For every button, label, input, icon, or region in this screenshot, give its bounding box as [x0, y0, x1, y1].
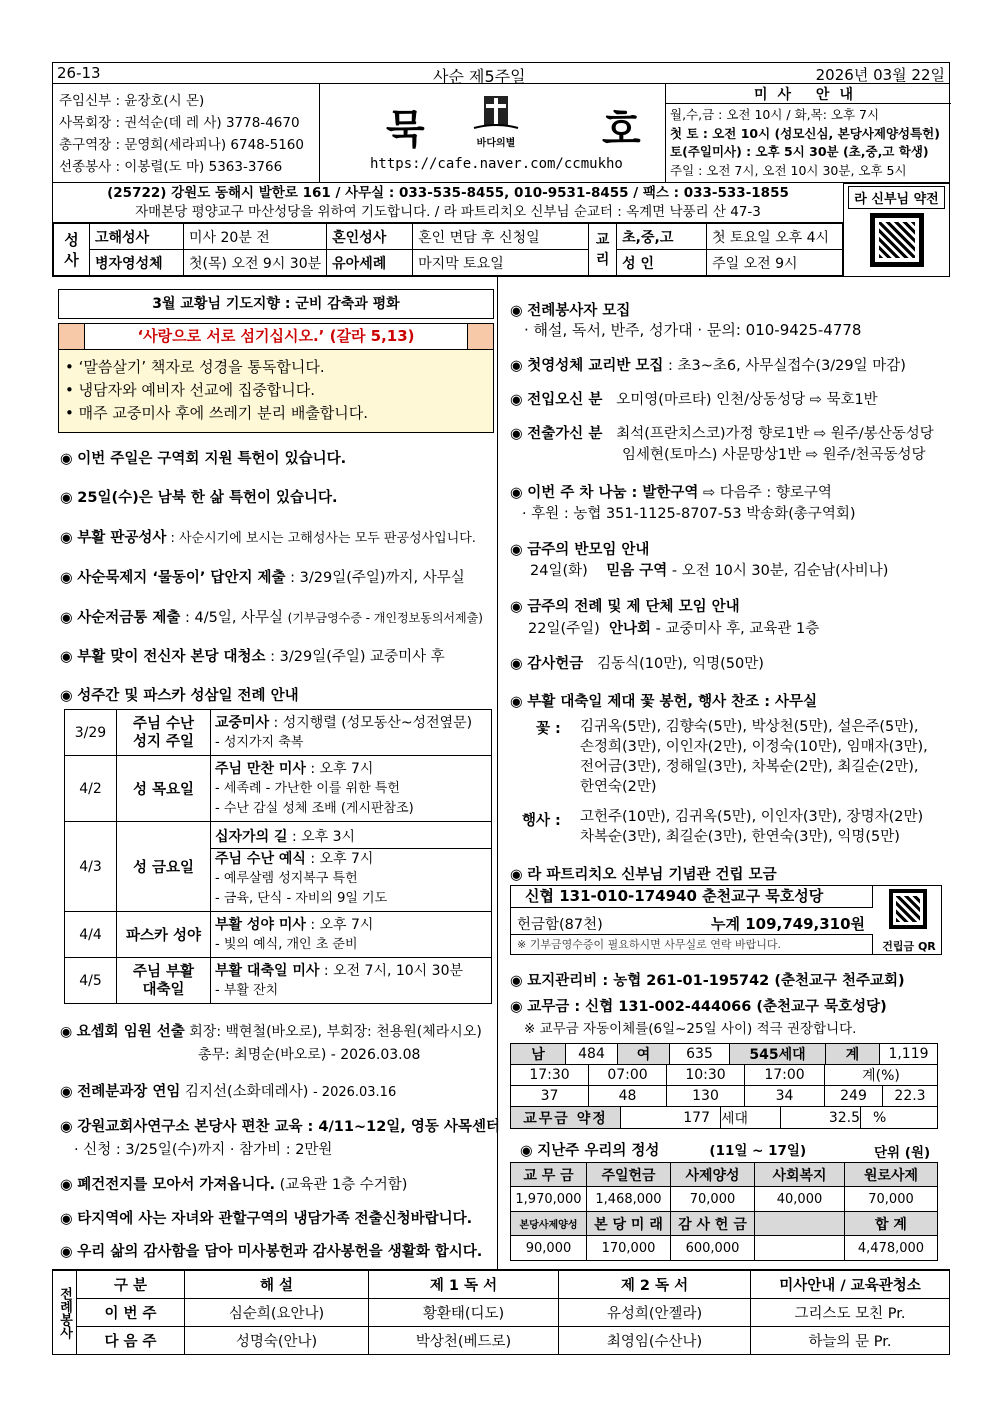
footer-cell: 유성희(안젤라): [559, 1299, 751, 1327]
sacrament-name: 고해성사: [90, 224, 184, 250]
issue-number: 26-13: [57, 64, 101, 82]
text-span: 249: [825, 1086, 883, 1107]
text-span: 사회복지: [755, 1163, 845, 1187]
fund-box: 헌금함(87천): [517, 917, 603, 933]
notice-item-cont: [198, 1044, 420, 1064]
sacrament-time: 미사 20분 전: [184, 224, 327, 250]
text-span: 차복순(3만), 최길순(3만), 한연숙(3만), 익명(5만): [580, 829, 900, 845]
events-list: [580, 807, 923, 847]
text-span: : 오후 7시: [305, 850, 374, 867]
sacrament-time: 마지막 토요일: [413, 250, 589, 276]
text-span: 17:00: [745, 1065, 825, 1086]
text-span: 묘지관리비 : 농협 261-01-195742 (춘천교구 천주교회): [527, 973, 905, 989]
offering-unit: 단위 (원): [874, 1145, 931, 1161]
holy-date: 4/4: [65, 912, 117, 958]
sister-parish-line: 자매본당 평양교구 마산성당을 위하여 기도합니다. / 라 파트리치오 신부님 순교터 : 옥계면 낙풍리 산 47-3: [135, 204, 761, 220]
text-span: 김귀옥(5만), 김향숙(5만), 박상천(5만), 설은주(5만),: [580, 719, 919, 735]
text-span: 24일(화): [530, 563, 588, 579]
text-span: 90,000: [511, 1236, 587, 1261]
pledge-stats: [510, 1106, 938, 1129]
qr-label: 라 신부님 약전: [848, 186, 945, 209]
text-span: 177: [621, 1107, 721, 1129]
catechism-group: 성 인: [617, 250, 707, 276]
footer-head: 구 분: [77, 1271, 185, 1299]
sacrament-name: 병자영성체: [90, 250, 184, 276]
text-span: 세대: [721, 1107, 781, 1129]
text-span: 김동식(10만), 익명(50만): [597, 656, 764, 672]
fund-note: ※ 기부금영수증이 필요하시면 사무실로 연락 바랍니다.: [511, 934, 873, 955]
right-column: [498, 277, 950, 1269]
text-span: 라 파트리치오 신부님 기념관 건립 모금: [527, 867, 777, 883]
fund-qr-label: 건립금 QR: [882, 940, 936, 953]
holy-day: 파스카 성야: [117, 912, 211, 958]
sacrament-side-label: 성사: [54, 224, 90, 276]
bulletin-date: 2026년 03월 22일: [815, 66, 945, 84]
footer-cell: 박상천(베드로): [369, 1327, 559, 1355]
text-span: 금주의 반모임 안내: [527, 542, 650, 558]
text-span: [755, 1236, 845, 1261]
text-span: 성주간 및 파스카 성삼일 전례 안내: [77, 688, 299, 704]
footer-week: 다 음 주: [77, 1327, 185, 1355]
mass-line: 토(주일미사) : 오후 5시 30분 (초,중,고 학생): [670, 144, 929, 159]
text-span: · 신청 : 3/25일(수)까지 · 참가비 : 2만원: [74, 1142, 333, 1158]
text-span: 원로사제: [845, 1163, 938, 1187]
qr-block: [844, 183, 950, 277]
prayer-intention: 3월 교황님 기도지향 : 군비 감축과 평화: [58, 289, 494, 319]
mass-info-title: 미사 안내: [666, 84, 951, 104]
text-span: 22.3: [883, 1086, 938, 1107]
text-span: 임세현(토마스) 사문망상1반 ⇨ 원주/천곡동성당: [622, 447, 926, 463]
fund-qr-icon[interactable]: [889, 889, 927, 929]
memorial-fund-box: [510, 885, 942, 955]
left-column: [52, 277, 498, 1269]
address-line: (25722) 강원도 동해시 발한로 161 / 사무실 : 033-535-8455, 010-9531-8455 / 팩스 : 033-533-1855: [107, 185, 789, 201]
notice-item: ◉ 묘지관리비 : 농협 261-01-195742 (춘천교구 천주교회): [510, 973, 905, 989]
footer-head: 제 1 독 서: [369, 1271, 559, 1299]
text-span: 70,000: [845, 1187, 938, 1212]
text-span: · 해설, 독서, 반주, 성가대 · 문의: 010-9425-4778: [524, 321, 862, 339]
text-span: 70,000: [671, 1187, 755, 1212]
text-span: 25일(수)은 남북 한 삶 특헌이 있습니다.: [77, 490, 338, 506]
text-span: 635: [670, 1044, 730, 1065]
motto-box: [58, 323, 494, 433]
text-span: 주일헌금: [587, 1163, 671, 1187]
text-span: 교무금 : 신협 131-002-444066 (춘천교구 묵호성당): [527, 999, 887, 1015]
notice-item: ◉ 전출가신 분 최석(프란치스코)가정 향로1반 ⇨ 원주/봉산동성당: [510, 426, 934, 442]
footer-cell: 황환태(디도): [369, 1299, 559, 1327]
offering-table: [510, 1162, 938, 1261]
offering-title: ◉ 지난주 우리의 정성 (11일 ~ 17일): [520, 1143, 807, 1159]
text-span: : 오후 7시: [305, 760, 374, 777]
text-span: 170,000: [587, 1236, 671, 1261]
text-span: 김지선(소화데레사): [180, 1084, 313, 1100]
holy-day: 주님 부활 대축일: [117, 958, 211, 1004]
text-span: 600,000: [671, 1236, 755, 1261]
holy-date: 4/3: [65, 822, 117, 912]
holy-date: 4/5: [65, 958, 117, 1004]
text-span: : 오전 7시, 10시 30분: [319, 962, 463, 979]
notice-item: ◉ 금주의 반모임 안내: [510, 542, 650, 558]
footer-head: 미사안내 / 교육관청소: [751, 1271, 950, 1299]
holy-day: 성 목요일: [117, 756, 211, 822]
text-span: - 2026.03.16: [312, 1085, 397, 1100]
text-span: - 금육, 단식 - 자비의 9일 기도: [215, 890, 388, 906]
holy-day: 주님 수난 성지 주일: [117, 710, 211, 756]
text-span: : 오후 3시: [287, 828, 356, 845]
logo-text: 바다의별: [476, 138, 516, 149]
text-span: 부활 판공성사: [77, 530, 167, 546]
text-span: 주님 수난 예식: [215, 850, 306, 867]
text-span: 교중미사: [215, 714, 270, 731]
sacrament-time: 첫(목) 오전 9시 30분: [184, 250, 327, 276]
notice-item: ◉ 부활 판공성사 : 사순시기에 보시는 고해성사는 모두 판공성사입니다.: [60, 530, 476, 546]
mass-line: 월,수,금 : 오전 10시 / 화,목: 오후 7시: [670, 107, 880, 122]
text-span: 폐건전지를 모아서 가져옵니다.: [77, 1177, 275, 1193]
staff-line: 총구역장 : 문영희(세라피나) 6748-5160: [59, 137, 304, 153]
notice-item: ◉ 25일(수)은 남북 한 삶 특헌이 있습니다.: [60, 490, 338, 506]
bullet-item: • 매주 교중미사 후에 쓰레기 분리 배출합니다.: [65, 404, 369, 422]
parishioner-stats: [510, 1043, 938, 1065]
text-span: 사순묵제지 ‘물동이’ 답안지 제출: [77, 570, 286, 586]
notice-item: ◉ 교무금 : 신협 131-002-444066 (춘천교구 묵호성당): [510, 999, 887, 1015]
text-span: : 오후 7시: [305, 916, 374, 933]
text-span: 전입오신 분: [527, 392, 603, 408]
fund-total: 누계 109,749,310원: [711, 915, 866, 933]
text-span: : 4/5일, 사무실: [180, 610, 288, 626]
sacrament-time: 혼인 면담 후 신청일: [413, 224, 589, 250]
notice-item-cont: [530, 559, 888, 580]
text-span: 냉담자와 예비자 선교에 집중합니다.: [78, 381, 316, 399]
notice-item-cont: [622, 443, 926, 464]
footer-cell: 성명숙(안나): [185, 1327, 369, 1355]
text-span: 매주 교중미사 후에 쓰레기 분리 배출합니다.: [78, 404, 369, 422]
catechism-side-label: 교리: [589, 224, 617, 276]
text-span: · 후원 : 농협 351-1125-8707-53 박송화(총구역회): [522, 506, 856, 522]
catechism-time: 주일 오전 9시: [707, 250, 843, 276]
notice-item: ◉ 사순묵제지 ‘물동이’ 답안지 제출 : 3/29일(주일)까지, 사무실: [60, 570, 465, 586]
holy-week-table: [64, 709, 492, 1004]
text-span: ‘말씀살기’ 책자로 성경을 통독합니다.: [78, 358, 325, 376]
holy-day: 성 금요일: [117, 822, 211, 912]
address-block: [52, 183, 844, 223]
staff-line: 선종봉사 : 이봉렬(도 마) 5363-3766: [59, 159, 283, 175]
text-span: 감 사 헌 금: [671, 1212, 755, 1236]
text-span: 부활 대축일 미사: [215, 962, 320, 979]
notice-item: ◉ 감사헌금 김동식(10만), 익명(50만): [510, 656, 764, 672]
motto-text: ‘사랑으로 서로 섬기십시오.’ (갈라 5,13): [85, 324, 467, 350]
text-span: 1,119: [880, 1044, 938, 1065]
text-span: (기부금영수증 - 개인정보동의서제출): [287, 611, 483, 625]
notice-item: ◉ 강원교회사연구소 본당사 편찬 교육 : 4/11~12일, 영동 사목센터: [60, 1119, 500, 1135]
text-span: 1,970,000: [511, 1187, 587, 1212]
servers-side-label: 전례봉사: [53, 1271, 77, 1355]
notice-item: ◉ 전례봉사자 모집: [510, 303, 631, 319]
text-span: 안나회: [609, 621, 652, 637]
text-span: 32.5: [781, 1107, 861, 1129]
text-span: - 성지가지 축복: [215, 734, 304, 750]
text-span: : 3/29일(주일)까지, 사무실: [285, 570, 465, 586]
holy-date: 3/29: [65, 710, 117, 756]
text-span: 총무: 최명순(바오로) - 2026.03.08: [198, 1047, 421, 1063]
notice-item: ◉ 요셉회 임원 선출 회장: 백현철(바오로), 부회장: 천용원(체라시오): [60, 1024, 482, 1040]
footer-cell: 하늘의 문 Pr.: [751, 1327, 950, 1355]
sacrament-name: 유아세례: [327, 250, 413, 276]
notice-item: ◉ 전입오신 분 오미영(마르타) 인천/상동성당 ⇨ 묵호1반: [510, 392, 878, 408]
text-span: 484: [566, 1044, 618, 1065]
notice-item: ◉ 이번 주 차 나눔 : 발한구역 ⇨ 다음주 : 향로구역: [510, 485, 832, 501]
notice-item: ◉ 전례분과장 연임 김지선(소화데레사) - 2026.03.16: [60, 1084, 397, 1100]
text-span: - 세족례 - 가난한 이를 위한 특헌: [215, 780, 400, 796]
notice-item-cont: [524, 1017, 856, 1037]
footer-cell: 심순희(요안나): [185, 1299, 369, 1327]
text-span: 우리 삶의 감사함을 담아 미사봉헌과 감사봉헌을 생활화 합시다.: [77, 1244, 483, 1260]
parish-logo-icon: [470, 94, 522, 149]
text-span: 계: [826, 1044, 880, 1065]
text-span: 130: [667, 1086, 745, 1107]
footer-week: 이 번 주: [77, 1299, 185, 1327]
text-span: %: [861, 1107, 938, 1129]
footer-cell: 그리스도 모친 Pr.: [751, 1299, 950, 1327]
text-span: 합 계: [845, 1212, 938, 1236]
parish-name-left: 묵: [386, 107, 425, 153]
flowers-label: 꽃 :: [536, 721, 561, 737]
qr-code-icon[interactable]: [870, 213, 924, 267]
catechism-group: 초,중,고: [617, 224, 707, 250]
text-span: 고헌주(10만), 김귀옥(5만), 이인자(3만), 장명자(2만): [580, 809, 924, 825]
text-span: 첫영성체 교리반 모집: [527, 358, 664, 374]
text-span: : 성지행렬 (성모동산~성전옆문): [269, 714, 473, 731]
notice-item: ◉ 라 파트리치오 신부님 기념관 건립 모금: [510, 867, 777, 883]
text-span: : 사순시기에 보시는 고해성사는 모두 판공성사입니다.: [166, 531, 476, 546]
text-span: 십자가의 길: [215, 828, 288, 845]
text-span: 40,000: [755, 1187, 845, 1212]
text-span: 감사헌금: [527, 656, 584, 672]
text-span: ⇨ 다음주 : 향로구역: [698, 485, 832, 501]
notice-item: ◉ 금주의 전례 및 제 단체 모임 안내: [510, 599, 740, 615]
text-span: - 수난 감실 성체 조배 (게시판참조): [215, 800, 414, 816]
text-span: 1,468,000: [587, 1187, 671, 1212]
text-span: 사순저금통 제출: [77, 610, 181, 626]
text-span: 교 무 금: [511, 1163, 587, 1187]
notice-item: ◉ 부활 대축일 제대 꽃 봉헌, 행사 찬조 : 사무실: [510, 694, 818, 710]
catechism-time: 첫 토요일 오후 4시: [707, 224, 843, 250]
text-span: - 빛의 예식, 개인 초 준비: [215, 936, 358, 952]
text-span: 이번 주일은 구역회 지원 특헌이 있습니다.: [77, 451, 347, 467]
sacrament-name: 혼인성사: [327, 224, 413, 250]
attendance-stats: [510, 1064, 938, 1107]
info-block: [52, 84, 950, 183]
text-span: 전출가신 분: [527, 426, 603, 442]
bullet-item: • 냉담자와 예비자 선교에 집중합니다.: [65, 381, 316, 399]
footer-head: 해 설: [185, 1271, 369, 1299]
text-span: 주님 만찬 미사: [215, 760, 306, 777]
notice-item: ◉ 첫영성체 교리반 모집 : 초3~초6, 사무실접수(3/29일 마감): [510, 358, 906, 374]
events-label: 행사 :: [522, 813, 561, 829]
text-span: : 3/29일(주일) 교중미사 후: [265, 649, 445, 665]
staff-line: 사목회장 : 권석순(데 레 사) 3778-4670: [59, 115, 300, 131]
text-span: ※ 교무금 자동이체를(6일~25일 사이) 적극 권장합니다.: [524, 1021, 857, 1037]
bullet-item: • ‘말씀살기’ 책자로 성경을 통독합니다.: [65, 358, 325, 376]
text-span: 4,478,000: [845, 1236, 938, 1261]
text-span: 545세대: [730, 1044, 826, 1065]
parish-title: [319, 84, 665, 183]
header-bar: [52, 62, 950, 84]
text-span: 07:00: [589, 1065, 667, 1086]
text-span: 37: [511, 1086, 589, 1107]
notice-item: ◉ 폐건전지를 모아서 가져옵니다. (교육관 1층 수거함): [60, 1177, 408, 1193]
text-span: 17:30: [511, 1065, 589, 1086]
flowers-list: [580, 717, 928, 797]
text-span: 34: [745, 1086, 825, 1107]
text-span: - 부활 잔치: [215, 982, 279, 998]
staff-list: [59, 90, 304, 178]
notice-item: ◉ 타지역에 사는 자녀와 관할구역의 냉담가족 전출신청바랍니다.: [60, 1211, 473, 1227]
holy-date: 4/2: [65, 756, 117, 822]
text-span: 전어금(3만), 정해일(3만), 차복순(2만), 최길순(2만),: [580, 759, 919, 775]
text-span: 교무금 약정: [511, 1107, 621, 1129]
text-span: 여: [618, 1044, 670, 1065]
text-span: 부활 맞이 전신자 본당 대청소: [77, 649, 266, 665]
text-span: - 교중미사 후, 교육관 1층: [651, 621, 820, 637]
notice-item: ◉ 이번 주일은 구역회 지원 특헌이 있습니다.: [60, 451, 347, 467]
text-span: 타지역에 사는 자녀와 관할구역의 냉담가족 전출신청바랍니다.: [77, 1211, 473, 1227]
text-span: 회장: 백현철(바오로), 부회장: 천용원(체라시오): [184, 1024, 482, 1040]
cafe-url-link[interactable]: https://cafe.naver.com/ccmukho: [370, 156, 623, 172]
text-span: 최석(프란치스코)가정 향로1반 ⇨ 원주/봉산동성당: [616, 426, 934, 442]
sacrament-table: [52, 223, 844, 277]
text-span: 10:30: [667, 1065, 745, 1086]
text-span: 전례분과장 연임: [77, 1084, 181, 1100]
text-span: 믿음 구역: [606, 563, 668, 579]
text-span: (11일 ~ 17일): [709, 1143, 807, 1159]
text-span: 강원교회사연구소 본당사 편찬 교육 : 4/11~12일, 영동 사목센터: [77, 1119, 500, 1135]
text-span: : 초3~초6, 사무실접수(3/29일 마감): [663, 358, 906, 374]
text-span: 요셉회 임원 선출: [76, 1024, 185, 1040]
text-span: 금주의 전례 및 제 단체 모임 안내: [527, 599, 740, 615]
notice-item-cont: [74, 1138, 332, 1159]
bulletin-title: 사순 제5주일: [433, 67, 526, 86]
notice-item: ◉ 우리 삶의 감사함을 담아 미사봉헌과 감사봉헌을 생활화 합시다.: [60, 1244, 483, 1260]
notice-item: ◉ 사순저금통 제출 : 4/5일, 사무실 (기부금영수증 - 개인정보동의서제출): [60, 610, 483, 626]
text-span: - 예루살렘 성지복구 특헌: [215, 870, 358, 886]
text-span: 이번 주 차 나눔 : 발한구역: [527, 485, 699, 501]
text-span: 오미영(마르타) 인천/상동성당 ⇨ 묵호1반: [616, 392, 878, 408]
text-span: - 오전 10시 30분, 김순남(사비나): [667, 563, 889, 579]
text-span: 본 당 미 래: [587, 1212, 671, 1236]
text-span: (교육관 1층 수거함): [274, 1177, 408, 1193]
text-span: 계(%): [825, 1065, 938, 1086]
notice-item-cont: [524, 319, 861, 340]
text-span: 지난주 우리의 정성: [537, 1143, 660, 1159]
notice-item-cont: [522, 502, 856, 523]
mass-line: 주일 : 오전 7시, 오전 10시 30분, 오후 5시: [670, 162, 907, 178]
text-span: 48: [589, 1086, 667, 1107]
text-span: 남: [511, 1044, 566, 1065]
text-span: 사제양성: [671, 1163, 755, 1187]
text-span: 본당사제양성: [511, 1212, 587, 1236]
staff-line: 주임신부 : 윤장호(시 몬): [59, 93, 205, 109]
notice-item-cont: [528, 617, 819, 638]
text-span: [755, 1212, 845, 1236]
text-span: 손정희(3만), 이인자(2만), 이정숙(10만), 임매자(3만),: [580, 739, 928, 755]
text-span: 부활 대축일 제대 꽃 봉헌, 행사 찬조 : 사무실: [527, 694, 818, 710]
notice-item: ◉ 성주간 및 파스카 성삼일 전례 안내: [60, 688, 299, 704]
text-span: 전례봉사자 모집: [527, 303, 631, 319]
footer-head: 제 2 독 서: [559, 1271, 751, 1299]
parish-name-right: 호: [602, 107, 641, 153]
footer-cell: 최영임(수산나): [559, 1327, 751, 1355]
text-span: 한연숙(2만): [580, 779, 657, 795]
fund-bank: 신협 131-010-174940 춘천교구 묵호성당: [511, 886, 873, 908]
notice-item: ◉ 부활 맞이 전신자 본당 대청소 : 3/29일(주일) 교중미사 후: [60, 649, 445, 665]
text-span: 22일(주일): [528, 621, 600, 637]
mass-info: [665, 84, 951, 183]
text-span: 부활 성야 미사: [215, 916, 306, 933]
mass-line: 첫 토 : 오전 10시 (성모신심, 본당사제양성특헌): [670, 125, 940, 141]
liturgy-servers-table: [52, 1269, 950, 1355]
